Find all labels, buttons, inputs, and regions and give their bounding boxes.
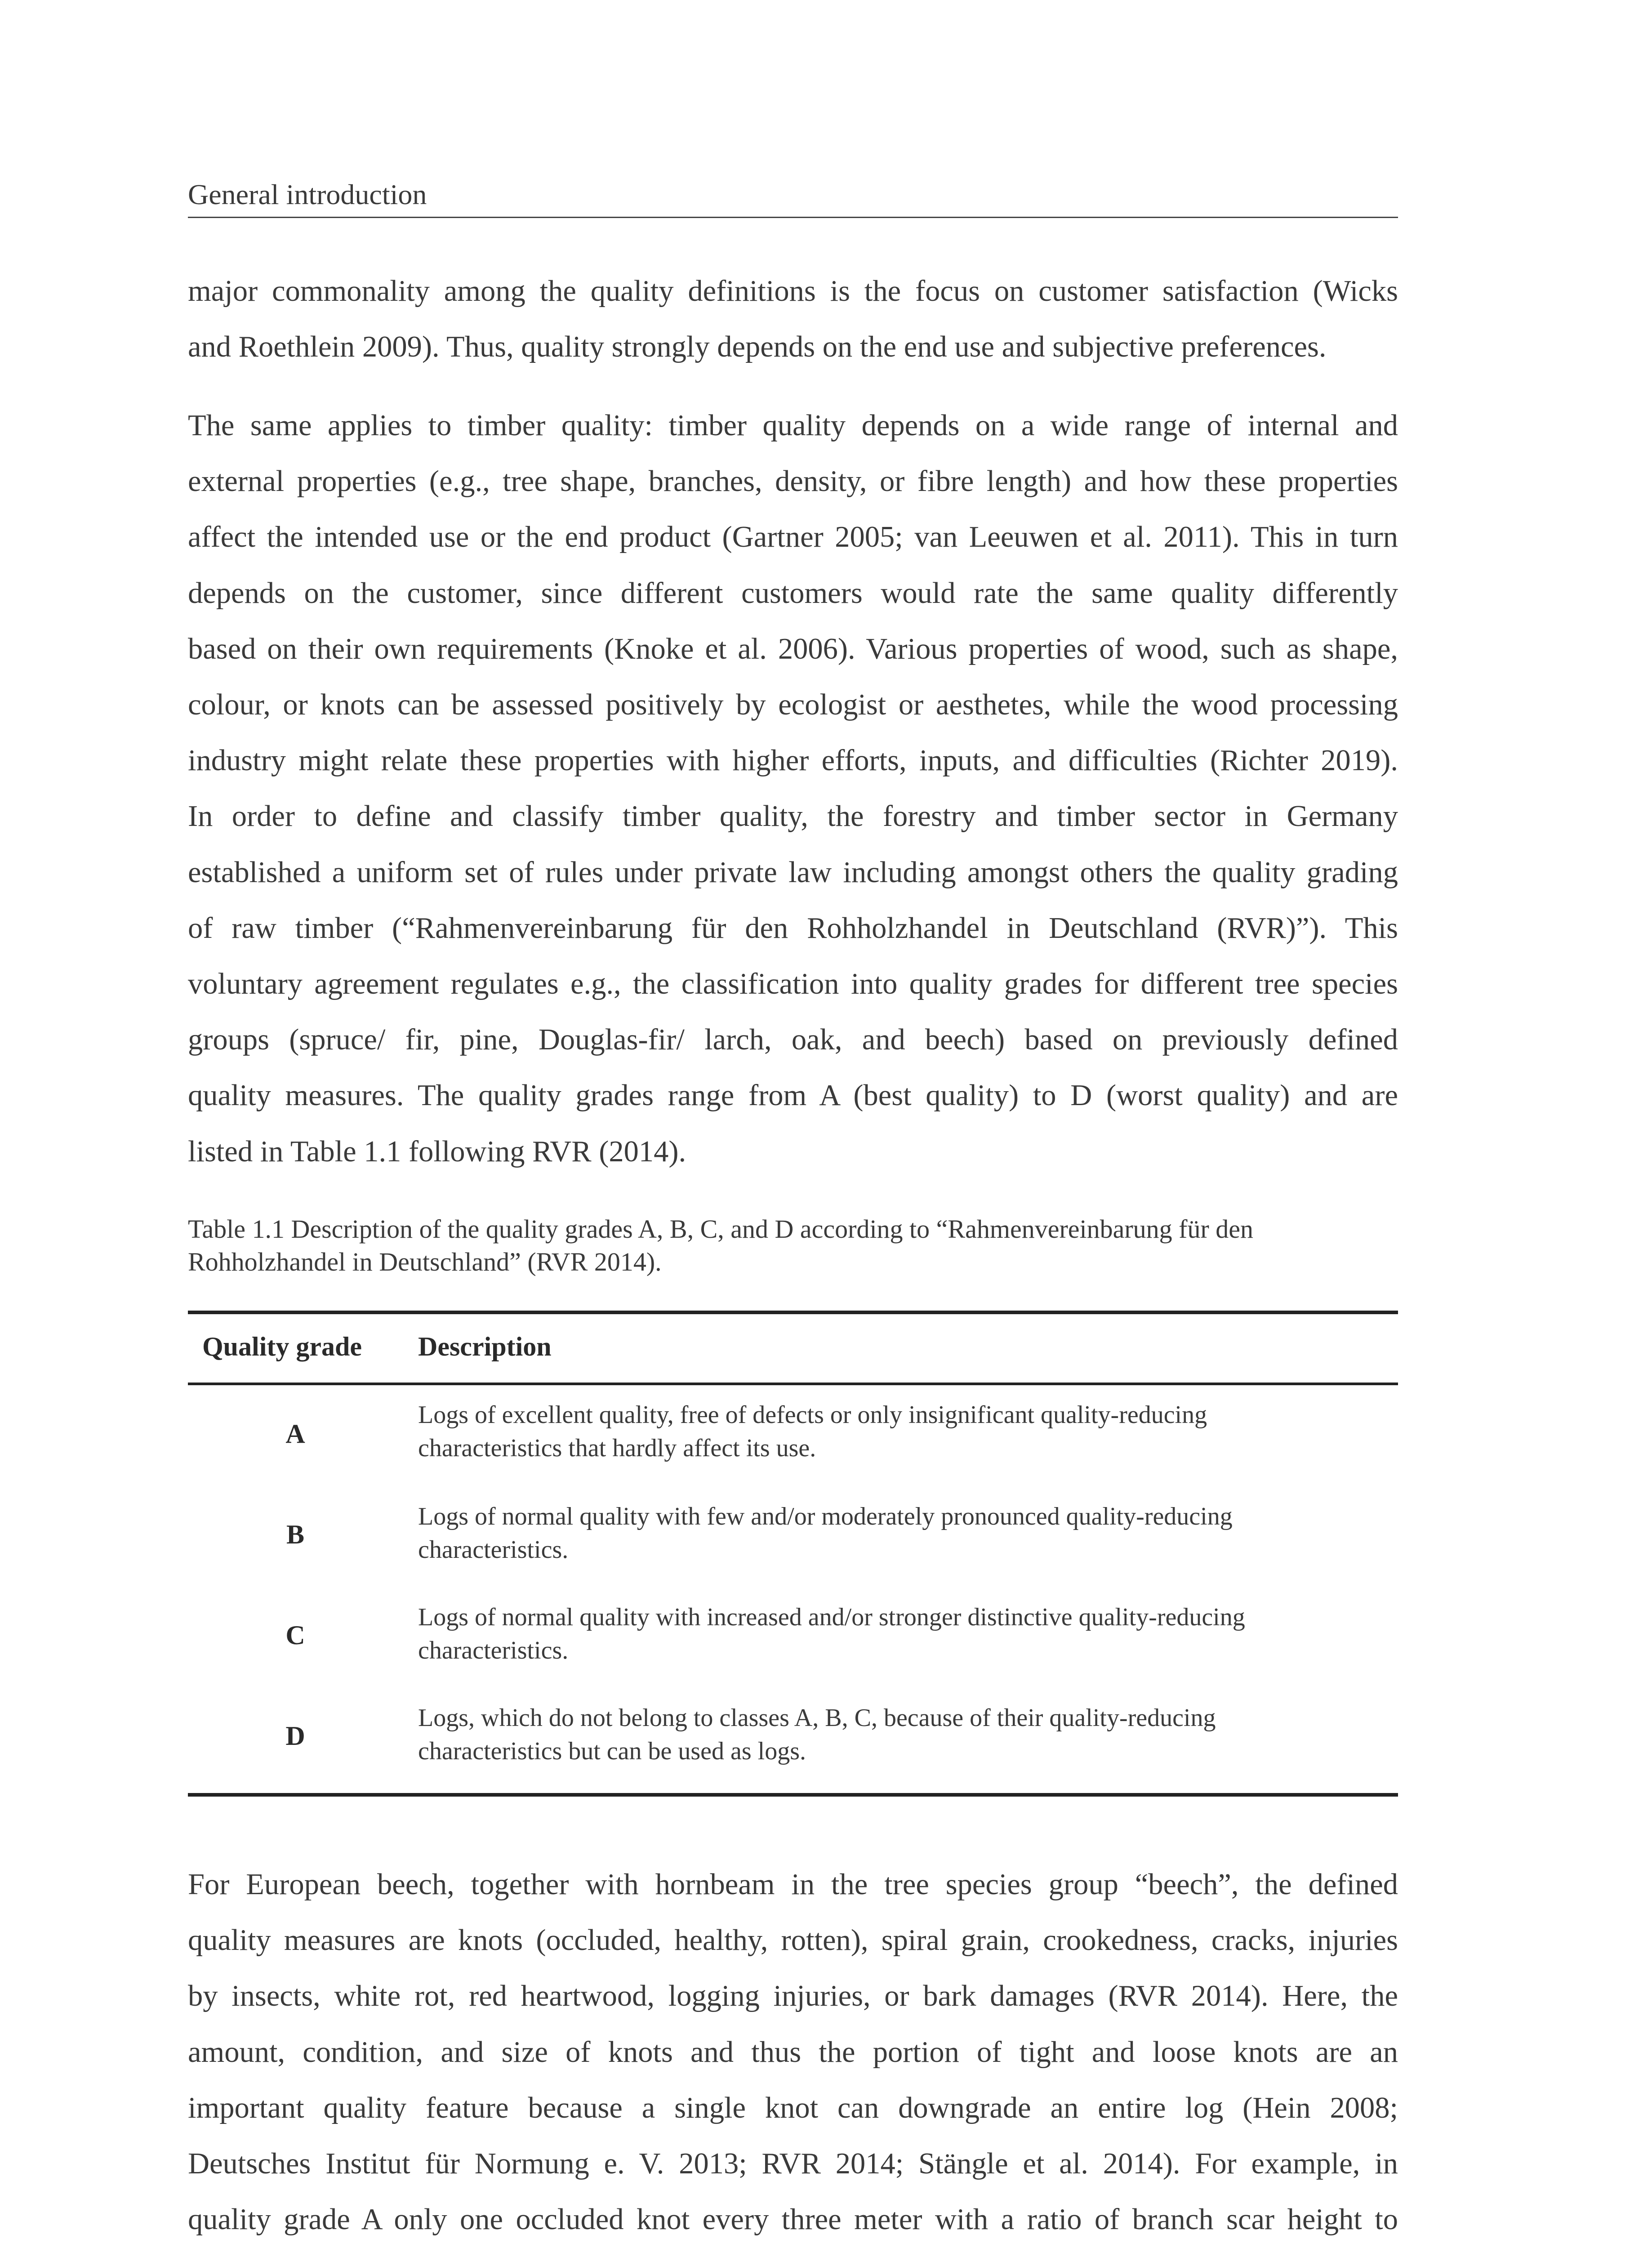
paragraph-line: voluntary agreement regulates e.g., the classification into quality grades for different tree species xyxy=(188,968,1398,1001)
table-row-grade: A xyxy=(285,1419,305,1449)
table-top-rule xyxy=(188,1311,1398,1314)
description-line: Logs, which do not belong to classes A, B, C, because of their quality-reducing xyxy=(418,1704,1216,1732)
table-row-description xyxy=(418,1500,1398,1566)
caption-line: Rohholzhandel in Deutschland” (RVR 2014). xyxy=(188,1247,662,1276)
description-line: characteristics. xyxy=(418,1637,569,1664)
paragraph-line: The same applies to timber quality: timber quality depends on a wide range of internal and xyxy=(188,409,1398,442)
paragraph-line: Deutsches Institut für Normung e. V. 2013; RVR 2014; Stängle et al. 2014). For example, in xyxy=(188,2147,1398,2181)
table-row-description xyxy=(418,1601,1398,1667)
description-line: characteristics but can be used as logs. xyxy=(418,1737,806,1765)
paragraph-line: listed in Table 1.1 following RVR (2014). xyxy=(188,1135,686,1168)
paragraph-line: affect the intended use or the end product (Gartner 2005; van Leeuwen et al. 2011). This in turn xyxy=(188,521,1398,554)
paragraph-line: external properties (e.g., tree shape, branches, density, or fibre length) and how these properties xyxy=(188,465,1398,498)
description-line: Logs of excellent quality, free of defects or only insignificant quality-reducing xyxy=(418,1401,1207,1429)
paragraph-line: and Roethlein 2009). Thus, quality strongly depends on the end use and subjective preferences. xyxy=(188,330,1327,364)
paragraph-line: quality measures are knots (occluded, healthy, rotten), spiral grain, crookedness, cracks, injuries xyxy=(188,1924,1398,1957)
paragraph-line: colour, or knots can be assessed positively by ecologist or aesthetes, while the wood processing xyxy=(188,688,1398,722)
paragraph-line: groups (spruce/ fir, pine, Douglas-fir/ larch, oak, and beech) based on previously defined xyxy=(188,1023,1398,1057)
description-line: Logs of normal quality with few and/or moderately pronounced quality-reducing xyxy=(418,1503,1233,1530)
table-caption xyxy=(188,1213,1398,1278)
paragraph-line: For European beech, together with hornbeam in the tree species group “beech”, the defined xyxy=(188,1868,1398,1901)
paragraph-line: In order to define and classify timber quality, the forestry and timber sector in Germany xyxy=(188,800,1398,833)
running-head: General introduction xyxy=(188,174,1398,218)
paragraph-line: established a uniform set of rules under private law including amongst others the quality grading xyxy=(188,856,1398,889)
paragraph-line: quality measures. The quality grades range from A (best quality) to D (worst quality) and are xyxy=(188,1079,1398,1112)
description-line: characteristics. xyxy=(418,1536,569,1564)
paragraph-line: by insects, white rot, red heartwood, logging injuries, or bark damages (RVR 2014). Here, the xyxy=(188,1980,1398,2013)
table-row-description xyxy=(418,1701,1398,1768)
paragraph-3 xyxy=(188,1857,1398,2248)
description-line: Logs of normal quality with increased and/or stronger distinctive quality-reducing xyxy=(418,1603,1245,1631)
paragraph-line: important quality feature because a single knot can downgrade an entire log (Hein 2008; xyxy=(188,2091,1398,2124)
caption-line: Table 1.1 Description of the quality grades A, B, C, and D according to “Rahmenvereinbarung für den xyxy=(188,1214,1254,1244)
table-row-grade: C xyxy=(285,1620,305,1650)
paragraph-line: amount, condition, and size of knots and thus the portion of tight and loose knots are an xyxy=(188,2035,1398,2069)
paragraph-line: industry might relate these properties with higher efforts, inputs, and difficulties (Richter 2019). xyxy=(188,744,1398,777)
paragraph-line: of raw timber (“Rahmenvereinbarung für den Rohholzhandel in Deutschland (RVR)”). This xyxy=(188,911,1398,945)
table-header-rule xyxy=(188,1383,1398,1385)
table-row-description xyxy=(418,1398,1398,1465)
table-row-grade: B xyxy=(286,1520,305,1549)
paragraph-2 xyxy=(188,398,1398,1180)
table-bottom-rule xyxy=(188,1793,1398,1797)
paragraph-1 xyxy=(188,263,1398,375)
paragraph-line: major commonality among the quality definitions is the focus on customer satisfaction (Wicks xyxy=(188,275,1398,308)
paragraph-line: based on their own requirements (Knoke et al. 2006). Various properties of wood, such as shape, xyxy=(188,632,1398,665)
column-header-quality-grade: Quality grade xyxy=(202,1332,362,1361)
description-line: characteristics that hardly affect its use. xyxy=(418,1434,816,1462)
table-row-grade: D xyxy=(285,1721,305,1751)
column-header-description: Description xyxy=(418,1332,552,1361)
paragraph-line: depends on the customer, since different customers would rate the same quality differently xyxy=(188,576,1398,610)
paragraph-line: quality grade A only one occluded knot every three meter with a ratio of branch scar height to xyxy=(188,2203,1398,2236)
